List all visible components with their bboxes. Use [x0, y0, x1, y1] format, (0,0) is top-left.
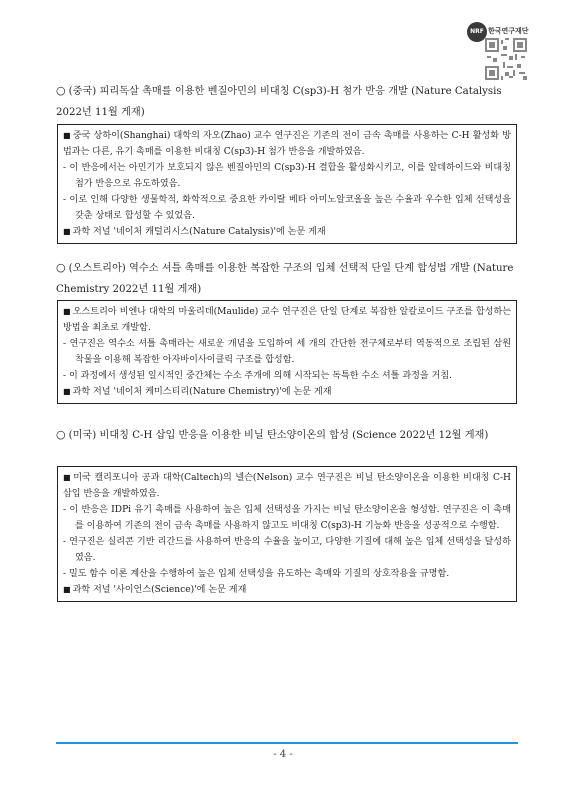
section-1-summary-box [57, 124, 517, 244]
list-item: - 이 반응에서는 아민기가 보호되지 않은 벤질아민의 C(sp3)-H 결합을 활성화시키고, 이를 알데하이드와 비대칭 첨가 반응으로 유도하였음. [63, 163, 511, 189]
square-bullet-icon: ■ [63, 227, 71, 236]
nrf-logo-badge: NRF [467, 22, 487, 42]
section-1-heading [56, 80, 518, 123]
list-item: - 연구진은 역수소 셔틀 촉매라는 새로운 개념을 도입하여 세 개의 간단한 전구체로부터 역동적으로 조립된 삼원 착물을 이용해 복잡한 아자바이사이클릭 구조를 합성함. [63, 339, 511, 365]
square-bullet-icon: ■ [63, 387, 71, 396]
page-number: - 4 - [273, 749, 293, 760]
list-item: - 이로 인해 다양한 생물학적, 화학적으로 중요한 카이랄 베타 아미노알코올을 높은 수율과 우수한 입체 선택성을 갖춘 상태로 합성할 수 있었음. [63, 195, 511, 221]
nrf-logo [467, 22, 533, 82]
circle-bullet-icon: ○ [56, 84, 66, 97]
section-3-summary-box [57, 466, 517, 602]
square-bullet-icon: ■ [63, 473, 72, 482]
footer-divider [56, 742, 518, 744]
section-3-heading [56, 424, 518, 446]
list-item: - 이 반응은 IDPi 유기 촉매를 사용하여 높은 입체 선택성을 가지는 비닐 탄소양이온을 형성함. 연구진은 이 촉매를 이용하여 기존의 전이 금속 촉매를 사용하지 않고도 비대칭 C(sp3)-H 기능화 반응을 성공적으로 수행함. [63, 505, 511, 531]
list-item: - 밀도 함수 이론 계산을 수행하여 높은 입체 선택성을 유도하는 촉매와 기질의 상호작용을 규명함. [63, 569, 450, 579]
square-bullet-icon: ■ [63, 585, 71, 594]
square-bullet-icon: ■ [63, 307, 71, 316]
square-bullet-icon: ■ [63, 131, 71, 140]
circle-bullet-icon: ○ [56, 261, 66, 274]
list-item: ■ 과학 저널 '네이처 케미스티리(Nature Chemistry)'에 논문 게재 [63, 387, 332, 397]
section-2-summary-box [57, 300, 517, 404]
section-2-title: (오스트리아) 역수소 셔틀 촉매를 이용한 복잡한 구조의 입체 선택적 단일 단계 합성법 개발 (Nature Chemistry 2022년 11월 게재) [56, 263, 514, 295]
section-3-title: (미국) 비대칭 C-H 삽입 반응을 이용한 비닐 탄소양이온의 합성 (Science 2022년 12월 게재) [68, 430, 489, 441]
list-item: ■ 과학 저널 '네이처 캐털리시스(Nature Catalysis)'에 논문 게재 [63, 227, 326, 237]
qr-code-icon [485, 38, 527, 80]
list-item: ■ 미국 캘리포니아 공과 대학(Caltech)의 넬슨(Nelson) 교수 연구진은 비닐 탄소양이온을 이용한 비대칭 C-H 삽입 반응을 개발하였음. [63, 473, 511, 499]
list-item: ■ 오스트리아 비엔나 대학의 마울리데(Maulide) 교수 연구진은 단일 단계로 복잡한 알칼로이드 구조를 합성하는 방법을 최초로 개발함. [63, 307, 512, 333]
section-1-title: (중국) 피리독살 촉매를 이용한 벤질아민의 비대칭 C(sp3)-H 첨가 반응 개발 (Nature Catalysis 2022년 11월 게재) [56, 86, 502, 118]
list-item: - 연구진은 실리콘 기반 리간드를 사용하여 반응의 수율을 높이고, 다양한 기질에 대해 높은 입체 선택성을 달성하였음. [63, 537, 511, 563]
nrf-logo-text: 한국연구재단 [488, 27, 529, 35]
list-item: - 이 과정에서 생성된 일시적인 중간체는 수소 주개에 의해 시작되는 독특한 수소 셔틀 과정을 거침. [63, 371, 453, 381]
section-2-heading [56, 257, 518, 300]
circle-bullet-icon: ○ [56, 428, 66, 441]
list-item: ■ 중국 상하이(Shanghai) 대학의 자오(Zhao) 교수 연구진은 기존의 전이 금속 촉매를 사용하는 C-H 활성화 방법과는 다른, 유기 촉매를 이용한 비대칭 C(sp3)-H 첨가 반응을 개발하였음. [63, 131, 512, 157]
list-item: ■ 과학 저널 '사이언스(Science)'에 논문 게재 [63, 585, 247, 595]
